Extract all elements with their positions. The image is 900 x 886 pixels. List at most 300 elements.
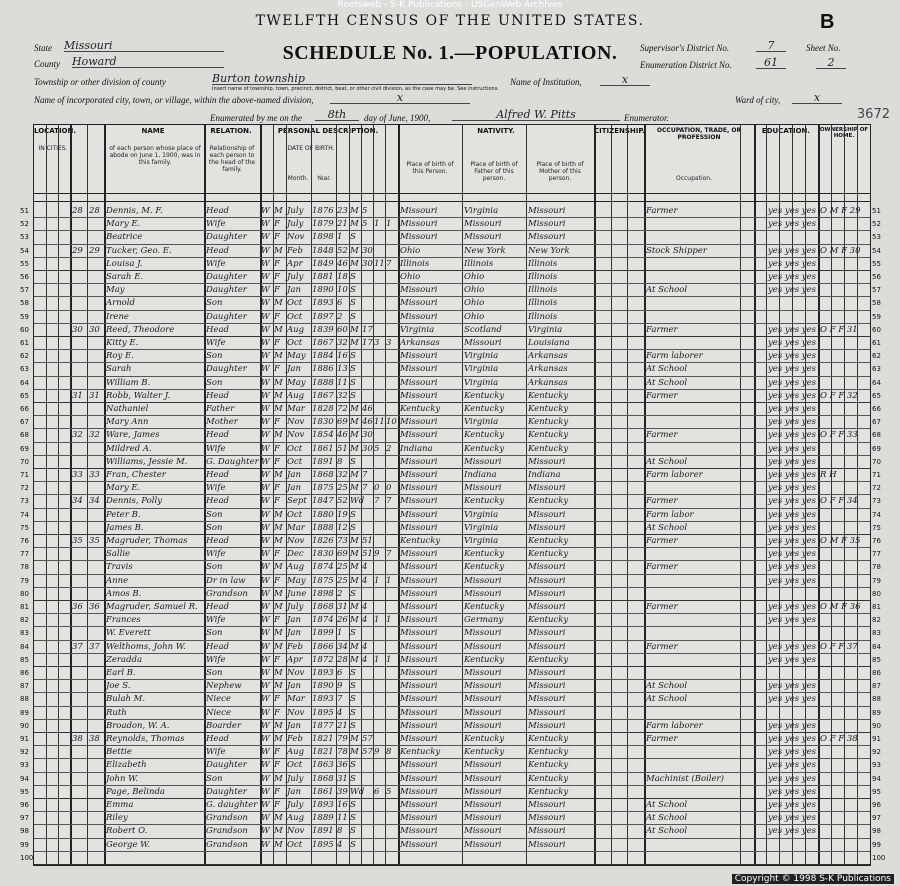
cell-year: 1879 bbox=[312, 219, 334, 230]
cell-color: W bbox=[261, 707, 270, 718]
cell-rel: Boarder bbox=[206, 720, 242, 731]
cell-p: Kentucky bbox=[400, 404, 441, 414]
cell-f: Ohio bbox=[464, 311, 485, 322]
cell-ed: yes yes yes bbox=[768, 760, 816, 771]
col-month: Month. bbox=[287, 175, 309, 182]
cell-name: Amos B. bbox=[106, 588, 142, 599]
cell-year: 1888 bbox=[312, 522, 334, 533]
cell-month: Jan bbox=[287, 470, 301, 480]
line-number: 58 bbox=[872, 299, 881, 308]
cell-m: Arkansas bbox=[528, 377, 568, 388]
source-banner: Rootsweb - S-K Publications - USGenWeb Archives bbox=[337, 0, 563, 10]
cell-mar: Wd bbox=[350, 786, 365, 797]
cell-month: Jan bbox=[287, 364, 301, 375]
cell-fam: 34 bbox=[89, 496, 100, 507]
table-row bbox=[34, 720, 870, 734]
cell-color: W bbox=[261, 602, 270, 612]
line-number-left: 71 bbox=[20, 471, 29, 479]
cell-age: 12 bbox=[337, 522, 348, 533]
cell-occ: Farm laborer bbox=[646, 351, 703, 362]
line-number-left: 91 bbox=[20, 735, 29, 743]
cell-month: Aug bbox=[287, 324, 305, 335]
cell-month: Oct bbox=[287, 311, 303, 322]
cell-color: W bbox=[261, 272, 270, 282]
cell-ed: yes yes yes bbox=[768, 417, 816, 428]
cell-f: Virginia bbox=[464, 377, 499, 388]
cell-age: 9 bbox=[337, 681, 343, 692]
supervisor-label: Supervisor's District No. bbox=[640, 43, 730, 53]
census-table bbox=[33, 124, 871, 866]
cell-rel: Daughter bbox=[206, 285, 247, 296]
cell-month: July bbox=[287, 206, 304, 216]
cell-month: Jan bbox=[287, 786, 301, 797]
cell-month: Nov bbox=[287, 417, 305, 428]
table-row bbox=[34, 495, 870, 509]
cell-mar: M bbox=[350, 483, 359, 494]
cell-name: Emma bbox=[106, 800, 134, 810]
cell-name: Irene bbox=[106, 311, 129, 322]
cell-rel: Daughter bbox=[206, 364, 247, 375]
cell-yrs: 46 bbox=[362, 404, 373, 414]
cell-mar: M bbox=[350, 562, 359, 573]
cell-name: Bulah M. bbox=[106, 694, 146, 705]
cell-age: 19 bbox=[337, 509, 348, 520]
cell-ed: yes yes yes bbox=[768, 245, 816, 256]
line-number-left: 78 bbox=[20, 563, 29, 572]
cell-age: 8 bbox=[337, 826, 343, 837]
table-row bbox=[34, 403, 870, 417]
cell-f: Virginia bbox=[464, 364, 499, 375]
cell-m: Missouri bbox=[528, 575, 566, 586]
cell-year: 1875 bbox=[312, 483, 334, 494]
line-number-left: 59 bbox=[20, 312, 29, 321]
cell-dw: 38 bbox=[72, 734, 83, 744]
cell-rel: Head bbox=[206, 430, 229, 441]
cell-ed: yes yes yes bbox=[768, 470, 816, 480]
cell-age: 78 bbox=[337, 747, 348, 758]
cell-m: Kentucky bbox=[528, 430, 569, 441]
cell-rel: Wife bbox=[206, 443, 226, 454]
line-number: 64 bbox=[872, 378, 881, 387]
cell-m: Kentucky bbox=[528, 496, 569, 507]
township-value: Burton township bbox=[212, 72, 472, 85]
cell-m: Missouri bbox=[528, 800, 566, 810]
cell-name: Reynolds, Thomas bbox=[106, 734, 185, 744]
cell-occ: Farmer bbox=[646, 562, 678, 573]
cell-name: Mary E. bbox=[106, 483, 141, 494]
line-number-left: 62 bbox=[20, 352, 29, 361]
cell-name: William B. bbox=[106, 377, 151, 388]
cell-m: New York bbox=[528, 245, 570, 256]
cell-m: Illinois bbox=[528, 285, 558, 296]
cell-color: W bbox=[261, 430, 270, 441]
cell-name: May bbox=[106, 285, 125, 296]
line-number-left: 60 bbox=[20, 325, 29, 334]
cell-occ: At School bbox=[646, 681, 688, 692]
cell-f: Virginia bbox=[464, 509, 499, 520]
cell-mar: S bbox=[350, 773, 356, 784]
cell-p: Missouri bbox=[400, 760, 438, 771]
line-number: 55 bbox=[872, 259, 881, 268]
cell-year: 1867 bbox=[312, 338, 334, 348]
cell-f: Missouri bbox=[464, 800, 502, 810]
cell-occ: At School bbox=[646, 800, 688, 810]
line-number-left: 95 bbox=[20, 787, 29, 796]
cell-mar: M bbox=[350, 470, 359, 480]
cell-month: July bbox=[287, 602, 304, 612]
cell-f: Kentucky bbox=[464, 443, 505, 454]
line-number-left: 82 bbox=[20, 616, 29, 625]
cell-f: Missouri bbox=[464, 760, 502, 771]
cell-p: Kentucky bbox=[400, 536, 441, 546]
cell-mar: S bbox=[350, 694, 356, 705]
cell-m: Kentucky bbox=[528, 615, 569, 626]
group-education: EDUCATION. bbox=[761, 127, 811, 135]
cell-yrs: 57 bbox=[362, 747, 373, 758]
cell-yrs: 4 bbox=[362, 562, 368, 573]
table-row bbox=[34, 825, 870, 839]
cell-mo: 11 bbox=[374, 258, 385, 269]
cell-mar: S bbox=[350, 760, 356, 771]
sheet-no-label: Sheet No. bbox=[806, 43, 841, 53]
cell-yrs: 17 bbox=[362, 324, 373, 335]
cell-yrs: 5 bbox=[362, 219, 368, 230]
cell-year: 1884 bbox=[312, 351, 334, 362]
cell-name: Page, Belinda bbox=[106, 786, 165, 797]
cell-f: Missouri bbox=[464, 707, 502, 718]
cell-ed: yes yes yes bbox=[768, 324, 816, 335]
cell-sex: M bbox=[274, 734, 283, 744]
cell-year: 1866 bbox=[312, 641, 334, 652]
cell-m: Missouri bbox=[528, 602, 566, 612]
cell-age: 10 bbox=[337, 285, 348, 296]
table-row bbox=[34, 627, 870, 641]
cell-rel: Head bbox=[206, 470, 229, 480]
cell-m: Kentucky bbox=[528, 404, 569, 414]
line-number-left: 93 bbox=[20, 761, 29, 770]
cell-age: 52 bbox=[337, 245, 348, 256]
cell-f: Ohio bbox=[464, 272, 485, 282]
line-number: 99 bbox=[872, 840, 881, 849]
cell-p: Missouri bbox=[400, 602, 438, 612]
cell-sex: M bbox=[274, 628, 283, 639]
line-number-left: 73 bbox=[20, 497, 29, 506]
line-number-left: 74 bbox=[20, 510, 29, 519]
cell-color: W bbox=[261, 747, 270, 758]
day-value: 8th bbox=[315, 108, 359, 121]
cell-name: Nathaniel bbox=[106, 404, 149, 414]
table-row bbox=[34, 350, 870, 364]
cell-name: Mary Ann bbox=[106, 417, 149, 428]
cell-p: Missouri bbox=[400, 206, 438, 216]
cell-age: 4 bbox=[337, 707, 343, 718]
cell-m: Missouri bbox=[528, 681, 566, 692]
cell-name: Peter B. bbox=[106, 509, 141, 520]
cell-mar: S bbox=[350, 456, 356, 467]
line-number: 93 bbox=[872, 761, 881, 770]
cell-yrs: 46 bbox=[362, 417, 373, 428]
cell-ed: yes yes yes bbox=[768, 496, 816, 507]
cell-color: W bbox=[261, 258, 270, 269]
cell-mo: 0 bbox=[374, 483, 380, 494]
table-row bbox=[34, 337, 870, 351]
cell-year: 1875 bbox=[312, 575, 334, 586]
table-row bbox=[34, 575, 870, 589]
cell-m: Kentucky bbox=[528, 549, 569, 560]
group-occupation: OCCUPATION, TRADE, OR PROFESSION bbox=[656, 127, 742, 141]
cell-year: 1895 bbox=[312, 707, 334, 718]
cell-mo: 1 bbox=[374, 615, 380, 626]
line-number: 96 bbox=[872, 801, 881, 809]
cell-age: 4 bbox=[337, 839, 343, 850]
cell-m: Missouri bbox=[528, 694, 566, 705]
cell-occ: Farmer bbox=[646, 734, 678, 744]
line-number: 87 bbox=[872, 682, 881, 691]
line-number: 76 bbox=[872, 537, 881, 545]
cell-name: Riley bbox=[106, 813, 128, 824]
table-row bbox=[34, 324, 870, 338]
line-number-left: 94 bbox=[20, 774, 29, 783]
line-number-left: 52 bbox=[20, 220, 29, 229]
schedule-title: SCHEDULE No. 1.—POPULATION. bbox=[282, 42, 618, 64]
cell-name: Elizabeth bbox=[106, 760, 147, 771]
cell-occ: At School bbox=[646, 377, 688, 388]
cell-name: Fran, Chester bbox=[106, 470, 166, 480]
cell-month: Nov bbox=[287, 536, 305, 546]
table-row bbox=[34, 786, 870, 800]
cell-age: 18 bbox=[337, 272, 348, 282]
cell-mo: 1 bbox=[374, 575, 380, 586]
cell-ed: yes yes yes bbox=[768, 364, 816, 375]
cell-name: Reed, Theodore bbox=[106, 324, 175, 335]
enumerator-label: Enumerator. bbox=[624, 113, 669, 123]
table-row bbox=[34, 271, 870, 285]
cell-yrs: 30 bbox=[362, 430, 373, 441]
cell-year: 1880 bbox=[312, 509, 334, 520]
cell-f: Virginia bbox=[464, 522, 499, 533]
cell-mo: 5 bbox=[374, 443, 380, 454]
cell-f: Missouri bbox=[464, 786, 502, 797]
line-number-left: 61 bbox=[20, 339, 29, 347]
cell-color: W bbox=[261, 734, 270, 744]
cell-year: 1848 bbox=[312, 245, 334, 256]
cell-name: Mildred A. bbox=[106, 443, 152, 454]
cell-month: Oct bbox=[287, 509, 303, 520]
cell-sex: F bbox=[274, 654, 280, 665]
cell-rel: Father bbox=[206, 404, 235, 414]
cell-sex: M bbox=[274, 206, 283, 216]
cell-ed: yes yes yes bbox=[768, 681, 816, 692]
cell-year: 1874 bbox=[312, 615, 334, 626]
cell-ed: yes yes yes bbox=[768, 390, 816, 401]
cell-mar: M bbox=[350, 417, 359, 428]
cell-year: 1891 bbox=[312, 456, 334, 467]
cell-f: Missouri bbox=[464, 588, 502, 599]
cell-rel: Head bbox=[206, 496, 229, 507]
line-number: 59 bbox=[872, 312, 881, 321]
cell-m: Illinois bbox=[528, 258, 558, 269]
cell-sex: M bbox=[274, 641, 283, 652]
cell-color: W bbox=[261, 786, 270, 797]
cell-name: Sallie bbox=[106, 549, 131, 560]
cell-sex: M bbox=[274, 404, 283, 414]
cell-ed: yes yes yes bbox=[768, 509, 816, 520]
cell-name: Dennis, M. F. bbox=[106, 206, 163, 216]
cell-m: Missouri bbox=[528, 483, 566, 494]
cell-mo: 1 bbox=[374, 654, 380, 665]
cell-ed: yes yes yes bbox=[768, 694, 816, 705]
line-number: 53 bbox=[872, 233, 881, 242]
cell-m: Missouri bbox=[528, 813, 566, 824]
line-number-left: 90 bbox=[20, 721, 29, 730]
cell-m: Indiana bbox=[528, 470, 561, 480]
line-number-left: 54 bbox=[20, 246, 29, 255]
cell-dw: 29 bbox=[72, 245, 83, 256]
line-number: 56 bbox=[872, 273, 881, 281]
cell-name: Tucker, Geo. E. bbox=[106, 245, 172, 256]
cell-m: Missouri bbox=[528, 206, 566, 216]
cell-m: Kentucky bbox=[528, 747, 569, 758]
ward-label: Ward of city, bbox=[735, 95, 781, 105]
cell-f: Missouri bbox=[464, 681, 502, 692]
cell-month: Sept bbox=[287, 496, 307, 507]
table-row bbox=[34, 799, 870, 813]
cell-fam: 33 bbox=[89, 470, 100, 480]
cell-f: Missouri bbox=[464, 694, 502, 705]
cell-name: Dennis, Polly bbox=[106, 496, 163, 507]
line-number: 77 bbox=[872, 550, 881, 559]
supervisor-value: 7 bbox=[756, 39, 786, 52]
cell-mar: S bbox=[350, 681, 356, 692]
cell-mar: M bbox=[350, 536, 359, 546]
cell-month: May bbox=[287, 575, 306, 586]
cell-ed: yes yes yes bbox=[768, 813, 816, 824]
cell-name: Sarah E. bbox=[106, 272, 144, 282]
cell-name: Anne bbox=[106, 575, 129, 586]
cell-p: Missouri bbox=[400, 483, 438, 494]
cell-year: 1889 bbox=[312, 813, 334, 824]
cell-month: Nov bbox=[287, 430, 305, 441]
cell-color: W bbox=[261, 443, 270, 454]
cell-age: 25 bbox=[337, 575, 348, 586]
cell-sex: F bbox=[274, 800, 280, 810]
line-number: 54 bbox=[872, 246, 881, 255]
line-number-left: 65 bbox=[20, 391, 29, 400]
cell-ed: yes yes yes bbox=[768, 404, 816, 414]
cell-month: July bbox=[287, 800, 304, 810]
cell-ed: yes yes yes bbox=[768, 800, 816, 810]
cell-rel: Dr in law bbox=[206, 575, 246, 586]
cell-age: 73 bbox=[337, 536, 348, 546]
group-ownership: OWNERSHIP OF HOME. bbox=[819, 127, 869, 139]
line-number-left: 98 bbox=[20, 827, 29, 836]
cell-month: Jan bbox=[287, 285, 301, 296]
table-row bbox=[34, 284, 870, 298]
cell-ch: 7 bbox=[386, 258, 392, 269]
institution-label: Name of Institution, bbox=[510, 77, 582, 87]
cell-f: Missouri bbox=[464, 338, 502, 348]
cell-year: 1893 bbox=[312, 800, 334, 810]
cell-p: Missouri bbox=[400, 232, 438, 243]
table-row bbox=[34, 614, 870, 628]
cell-color: W bbox=[261, 536, 270, 546]
cell-yrs: 7 bbox=[362, 470, 368, 480]
line-number: 66 bbox=[872, 405, 881, 413]
cell-rel: Head bbox=[206, 734, 229, 744]
cell-month: Oct bbox=[287, 443, 303, 454]
cell-mar: Wd bbox=[350, 496, 365, 507]
cell-m: Kentucky bbox=[528, 786, 569, 797]
cell-age: 39 bbox=[337, 786, 348, 797]
cell-p: Missouri bbox=[400, 654, 438, 665]
cell-ed: yes yes yes bbox=[768, 602, 816, 612]
cell-month: June bbox=[287, 588, 307, 599]
cell-ed: yes yes yes bbox=[768, 826, 816, 837]
cell-p: Ohio bbox=[400, 272, 421, 282]
cell-f: Missouri bbox=[464, 813, 502, 824]
cell-p: Missouri bbox=[400, 575, 438, 586]
cell-own: O F F 32 bbox=[820, 390, 858, 401]
cell-sex: M bbox=[274, 470, 283, 480]
cell-ch: 1 bbox=[386, 219, 392, 230]
cell-p: Kentucky bbox=[400, 747, 441, 758]
cell-mo: 9 bbox=[374, 549, 380, 560]
line-number: 60 bbox=[872, 325, 881, 334]
cell-rel: Grandson bbox=[206, 813, 248, 824]
cell-month: Oct bbox=[287, 760, 303, 771]
cell-dw: 31 bbox=[72, 390, 83, 401]
cell-year: 1872 bbox=[312, 654, 334, 665]
cell-sex: M bbox=[274, 430, 283, 441]
cell-m: Arkansas bbox=[528, 351, 568, 362]
cell-ch: 2 bbox=[386, 443, 392, 454]
cell-year: 1897 bbox=[312, 311, 334, 322]
cell-yrs: 17 bbox=[362, 338, 373, 348]
line-number: 61 bbox=[872, 339, 881, 347]
cell-occ: Stock Shipper bbox=[646, 245, 707, 256]
cell-f: Missouri bbox=[464, 641, 502, 652]
cell-m: Missouri bbox=[528, 707, 566, 718]
line-number-left: 97 bbox=[20, 814, 29, 823]
cell-rel: Wife bbox=[206, 258, 226, 269]
cell-m: Kentucky bbox=[528, 654, 569, 665]
cell-mar: S bbox=[350, 272, 356, 282]
line-number-left: 70 bbox=[20, 457, 29, 466]
line-number-left: 76 bbox=[20, 537, 29, 545]
cell-rel: Son bbox=[206, 668, 223, 678]
cell-ed: yes yes yes bbox=[768, 483, 816, 494]
cell-color: W bbox=[261, 668, 270, 678]
cell-month: Aug bbox=[287, 562, 305, 573]
cell-own: O F F 31 bbox=[820, 324, 858, 335]
line-number: 71 bbox=[872, 471, 881, 479]
cell-color: W bbox=[261, 760, 270, 771]
group-location: LOCATION. bbox=[34, 127, 77, 135]
cell-own: O F F 37 bbox=[820, 641, 858, 652]
cell-month: Oct bbox=[287, 839, 303, 850]
cell-month: May bbox=[287, 351, 306, 362]
line-number-left: 99 bbox=[20, 840, 29, 849]
cell-m: Missouri bbox=[528, 219, 566, 230]
cell-color: W bbox=[261, 773, 270, 784]
cell-p: Missouri bbox=[400, 351, 438, 362]
line-number: 86 bbox=[872, 669, 881, 677]
cell-age: 51 bbox=[337, 443, 348, 454]
cell-age: 28 bbox=[337, 654, 348, 665]
cell-fam: 29 bbox=[89, 245, 100, 256]
cell-age: 46 bbox=[337, 430, 348, 441]
cell-p: Missouri bbox=[400, 562, 438, 573]
